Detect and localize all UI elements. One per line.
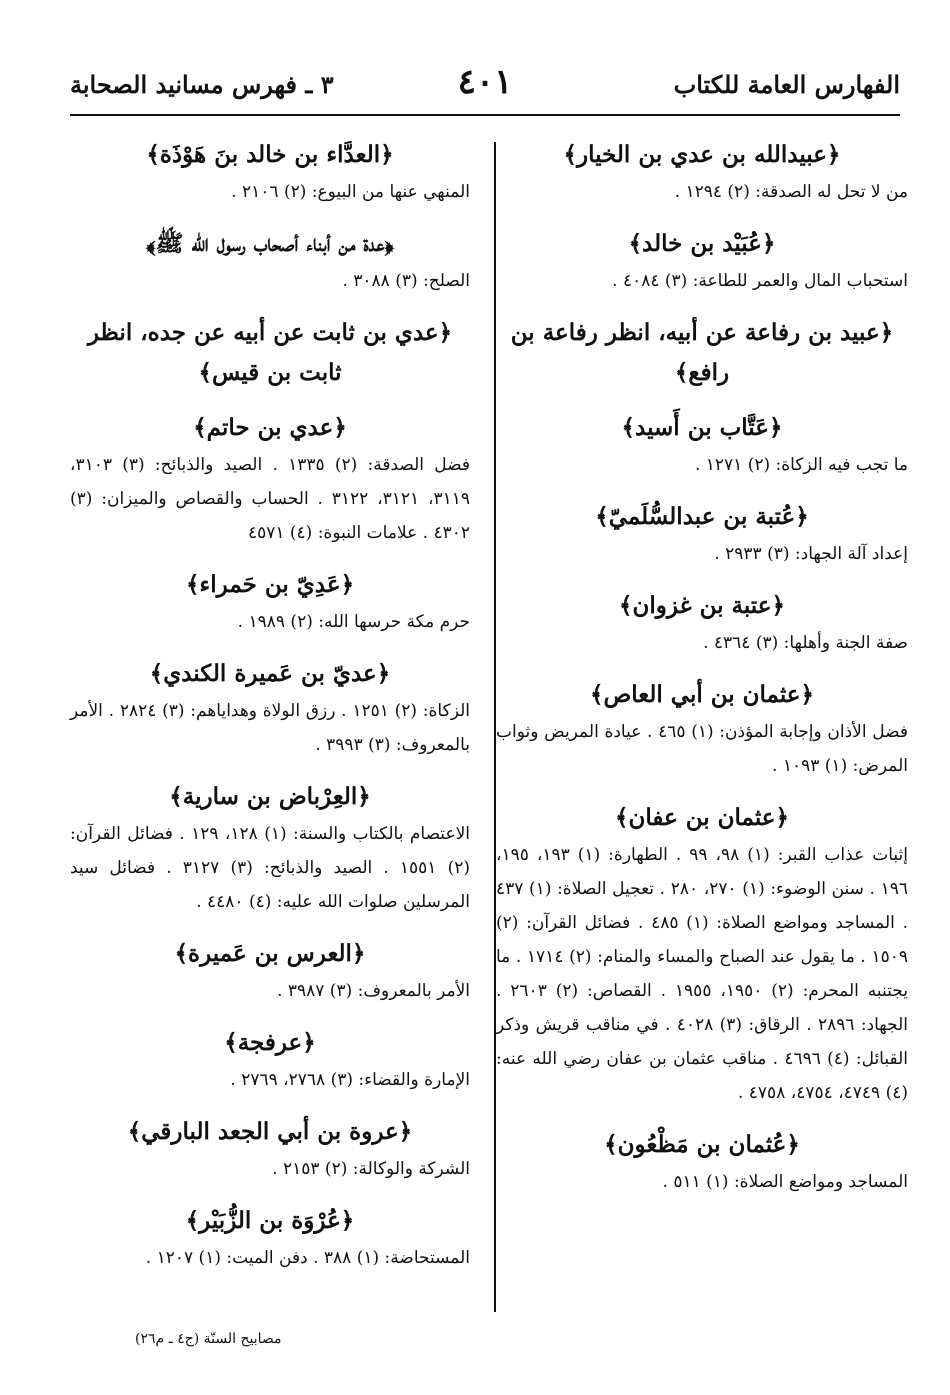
entry-references: المساجد ومواضع الصلاة: (١) ٥١١ . (662, 1172, 908, 1192)
index-entry (496, 675, 908, 783)
index-entry (70, 408, 470, 550)
entry-references: فضل الأذان وإجابة المؤذن: (١) ٤٦٥ . عيادة المريض وثواب المرض: (١) ١٠٩٣ . (496, 722, 908, 776)
left-column (70, 135, 470, 1290)
entry-title: ﴿عدة من أبناء أصحاب رسول الله ﷺ﴾ (146, 230, 394, 257)
entry-references: الشركة والوكالة: (٢) ٢١٥٣ . (272, 1159, 470, 1179)
entry-title: ﴿عُتبة بن عبدالسُّلَميّ﴾ (595, 503, 809, 530)
entry-title: ﴿عُثمان بن مَظْعُون﴾ (604, 1131, 800, 1158)
entry-references: الإمارة والقضاء: (٣) ٢٧٦٨، ٢٧٦٩ . (230, 1070, 470, 1090)
entry-title: ﴿العدَّاء بن خالد بنَ هَوْذَة﴾ (146, 141, 394, 168)
right-column (496, 135, 908, 1214)
entry-title: ﴿عدي بن ثابت عن أبيه عن جده، انظر ثابت بن قيس﴾ (87, 319, 453, 386)
entry-references: إثبات عذاب القبر: (١) ٩٨، ٩٩ . الطهارة: (١) ١٩٣، ١٩٥، ١٩٦ . سنن الوضوء: (١) ٢٧٠، ٢٨٠ . تعجيل الصلاة: (١) ٤٣٧ . المساجد ومواضع الصلاة: (١) ٤٨٥ . فضائل القرآن: (٢) ١٥٠٩ . ما يقول عند الصباح والمساء والمنام: (٢) ١٧١٤ . ما يجتنبه المحرم: (٢) ١٩٥٠، ١٩٥٥ . القصاص: (٢) ٢٦٠٣ . الجهاد: ٢٨٩٦ . الرقاق: (٣) ٤٠٢٨ . في مناقب قريش وذكر القبائل: (٤) ٤٦٩٦ . مناقب عثمان بن عفان رضي الله عنه: (٤) ٤٧٤٩، ٤٧٥٤، ٤٧٥٨ . (496, 845, 909, 1103)
index-entry (70, 934, 470, 1008)
entry-references: الأمر بالمعروف: (٣) ٣٩٨٧ . (277, 981, 470, 1001)
entry-title: ﴿عَتَّاب بن أَسيد﴾ (621, 414, 783, 441)
entry-title: ﴿العِرْباض بن سارية﴾ (169, 783, 371, 810)
entry-title: ﴿عروة بن أبي الجعد البارقي﴾ (127, 1118, 413, 1145)
entry-references: استحباب المال والعمر للطاعة: (٣) ٤٠٨٤ . (612, 271, 908, 291)
entry-references: إعداد آلة الجهاد: (٣) ٢٩٣٣ . (714, 544, 908, 564)
book-index-title: الفهارس العامة للكتاب (673, 70, 900, 99)
index-entry (496, 586, 908, 660)
index-entry (70, 777, 470, 919)
index-entry (496, 497, 908, 571)
entry-title: ﴿عديّ بن عَميرة الكندي﴾ (149, 660, 391, 687)
footer-note: مصابيح السنّة (ج٤ ـ م٢٦) (135, 1331, 282, 1347)
index-entry (496, 408, 908, 482)
entry-title: ﴿عُبَيْد بن خالد﴾ (628, 230, 776, 257)
entry-title: ﴿عبيد بن رفاعة عن أبيه، انظر رفاعة بن رافع﴾ (510, 319, 894, 386)
entry-title: ﴿العرس بن عَميرة﴾ (174, 940, 366, 967)
entry-references: الاعتصام بالكتاب والسنة: (١) ١٢٨، ١٢٩ . فضائل القرآن: (٢) ١٥٥١ . الصيد والذبائح: (٣) ٣١٢٧ . فضائل سيد المرسلين صلوات الله عليه: (٤) ٤٤٨٠ . (70, 824, 471, 912)
page-header (70, 62, 900, 116)
entry-title: ﴿عبيدالله بن عدي بن الخيار﴾ (563, 141, 841, 168)
index-entry (70, 565, 470, 639)
entry-title: ﴿عرفجة﴾ (224, 1029, 316, 1056)
index-entry (70, 654, 470, 762)
entry-references: الصلح: (٣) ٣٠٨٨ . (342, 271, 470, 291)
index-entry (496, 798, 908, 1110)
entry-title: ﴿عثمان بن عفان﴾ (615, 804, 789, 831)
entry-title: ﴿عثمان بن أبي العاص﴾ (589, 681, 814, 708)
index-entry (70, 224, 470, 298)
index-entry (496, 224, 908, 298)
entry-title: ﴿عدي بن حاتم﴾ (193, 414, 347, 441)
entry-references: من لا تحل له الصدقة: (٢) ١٢٩٤ . (674, 182, 908, 202)
index-entry (496, 313, 908, 393)
entry-title: ﴿عُرْوَة بن الزُّبَيْر﴾ (185, 1207, 355, 1234)
index-entry (70, 313, 470, 393)
index-entry (70, 1112, 470, 1186)
index-entry (70, 135, 470, 209)
entry-references: المستحاضة: (١) ٣٨٨ . دفن الميت: (١) ١٢٠٧ . (145, 1248, 470, 1268)
index-entry (496, 135, 908, 209)
entry-references: الزكاة: (٢) ١٢٥١ . رزق الولاة وهداياهم: (٣) ٢٨٢٤ . الأمر بالمعروف: (٣) ٣٩٩٣ . (70, 701, 470, 755)
index-entry (70, 1023, 470, 1097)
entry-references: ما تجب فيه الزكاة: (٢) ١٢٧١ . (694, 455, 908, 475)
section-title: ٣ ـ فهرس مسانيد الصحابة (70, 70, 334, 99)
index-entry (496, 1125, 908, 1199)
entry-title: ﴿عَدِيّ بن حَمراء﴾ (185, 571, 355, 598)
entry-references: حرم مكة حرسها الله: (٢) ١٩٨٩ . (237, 612, 470, 632)
entry-title: ﴿عتبة بن غزوان﴾ (619, 592, 785, 619)
entry-references: المنهي عنها من البيوع: (٢) ٢١٠٦ . (231, 182, 470, 202)
page-number: ٤٠١ (457, 62, 513, 102)
entry-references: صفة الجنة وأهلها: (٣) ٤٣٦٤ . (703, 633, 908, 653)
index-entry (70, 1201, 470, 1275)
entry-references: فضل الصدقة: (٢) ١٣٣٥ . الصيد والذبائح: (٣) ٣١٠٣، ٣١١٩، ٣١٢١، ٣١٢٢ . الحساب والقصاص والميزان: (٣) ٤٣٠٢ . علامات النبوة: (٤) ٤٥٧١ (70, 455, 471, 543)
